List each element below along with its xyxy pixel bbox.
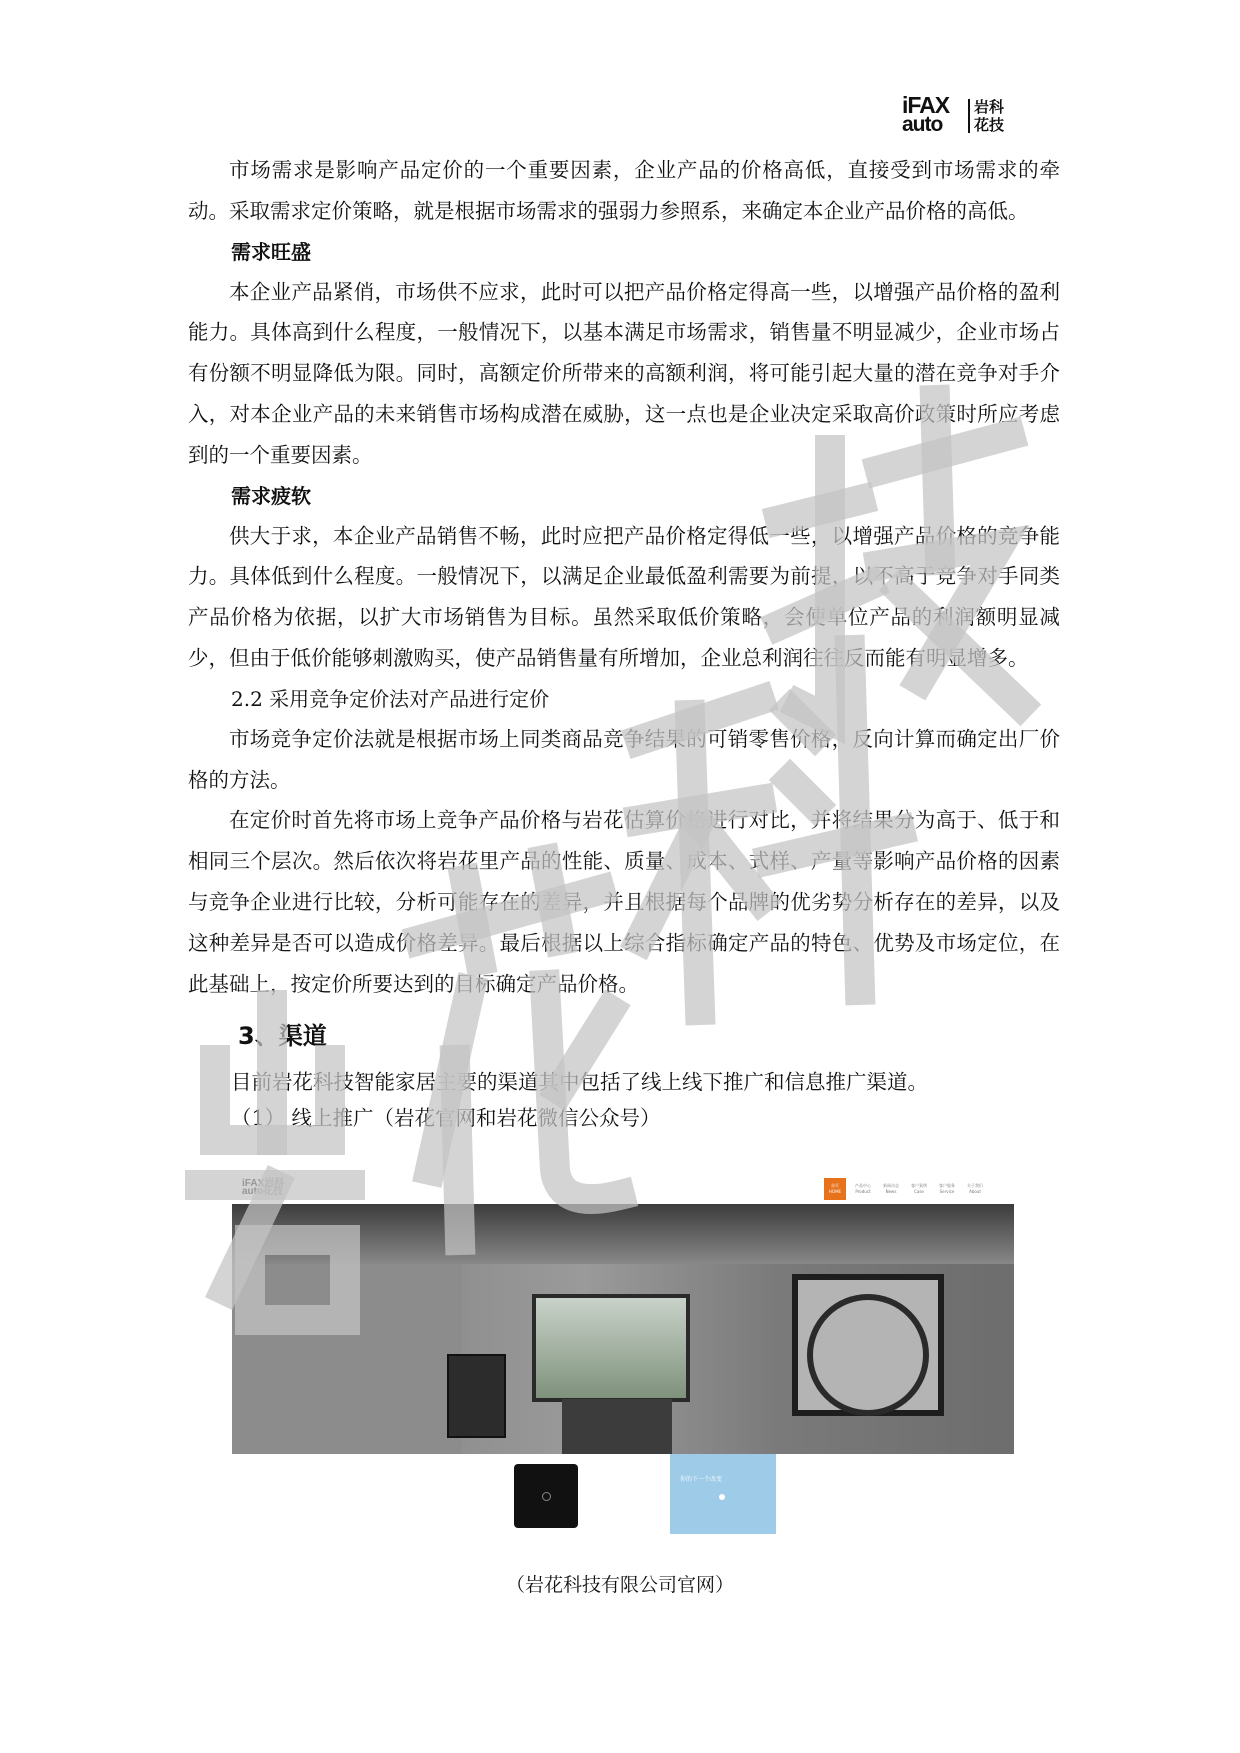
nav-item-news	[880, 1178, 902, 1200]
website-screenshot	[232, 1172, 1014, 1534]
paragraph-strong-demand: 本企业产品紧俏，市场供不应求，此时可以把产品价格定得高一些，以增强产品价格的盈利能力。具体高到什么程度，一般情况下，以基本满足市场需求，销售量不明显减少，企业市场占有份额不明显降低为限。同时，高额定价所带来的高额利润，将可能引起大量的潜在竞争对手介入，对本企业产品的未来销售市场构成潜在威胁，这一点也是企业决定采取高价政策时所应考虑到的一个重要因素。	[188, 279, 1060, 467]
promo-card-text: 你的下一个改变	[680, 1476, 723, 1483]
logo-divider	[968, 99, 970, 133]
product-cards	[232, 1454, 1014, 1534]
smart-switch-card	[514, 1464, 578, 1528]
promo-card	[670, 1454, 776, 1534]
nav-item-sub: Case	[914, 1189, 924, 1194]
nav-item-sub: About	[969, 1189, 981, 1194]
nav-item-service	[936, 1178, 958, 1200]
paragraph-weak-demand: 供大于求，本企业产品销售不畅，此时应把产品价格定得低一些，以增强产品价格的竞争能力。具体低到什么程度。一般情况下，以满足企业最低盈利需要为前提，以不高于竞争对手同类产品价格为依据，以扩大市场销售为目标。虽然采取低价策略，会使单位产品的利润额明显减少，但由于低价能够刺激购买，使产品销售量有所增加，企业总利润往往反而能有明显增多。	[188, 523, 1060, 670]
heading-strong-demand: 需求旺盛	[231, 239, 311, 264]
hero-kitchen-image	[232, 1204, 1014, 1454]
document-body	[188, 150, 1060, 1136]
nav-item-label: 产品中心	[855, 1183, 871, 1188]
nav-item-products	[852, 1178, 874, 1200]
logo-line1: iFAX	[902, 92, 950, 118]
logo-wordmark	[902, 92, 966, 136]
site-logo	[242, 1180, 284, 1196]
site-nav-bar	[232, 1172, 1014, 1204]
nav-item-sub: HOME	[828, 1189, 842, 1194]
section-heading-channels: 3、渠道	[238, 1022, 327, 1051]
list-item-online-promotion: （1） 线上推广（岩花官网和岩花微信公众号）	[231, 1106, 661, 1131]
heading-weak-demand: 需求疲软	[231, 483, 311, 508]
nav-item-label: 新闻动态	[883, 1183, 899, 1188]
nav-item-label: 首页	[831, 1183, 839, 1188]
nav-item-sub: News	[885, 1189, 897, 1194]
paragraph-competitive-pricing: 市场竞争定价法就是根据市场上同类商品竞争结果的可销零售价格，反向计算而确定出厂价格的方法。	[188, 726, 1060, 792]
hero-ceiling	[232, 1204, 1014, 1264]
paragraph-comparison: 在定价时首先将市场上竞争产品价格与岩花估算价格进行对比，并将结果分为高于、低于和相同三个层次。然后依次将岩花里产品的性能、质量、成本、式样、产量等影响产品价格的因素与竞争企业进行比较，分析可能存在的差异，并且根据每个品牌的优劣势分析存在的差异，以及这种差异是否可以造成价格差异。最后根据以上综合指标确定产品的特色、优势及市场定位，在此基础上，按定价所要达到的目标确定产品价格。	[188, 808, 1060, 996]
section-heading-2-2: 2.2 采用竞争定价法对产品进行定价	[231, 686, 550, 711]
paragraph-channels: 目前岩花科技智能家居主要的渠道其中包括了线上线下推广和信息推广渠道。	[231, 1070, 928, 1095]
hero-ring-decor	[807, 1294, 929, 1416]
promo-dot-icon	[719, 1494, 725, 1500]
hero-left-wall	[232, 1264, 462, 1454]
nav-item-about	[964, 1178, 986, 1200]
nav-item-label: 客户案例	[911, 1183, 927, 1188]
company-logo	[902, 92, 1010, 136]
hero-island	[562, 1399, 672, 1454]
nav-item-cases	[908, 1178, 930, 1200]
switch-button-icon	[542, 1492, 551, 1501]
figure-caption: （岩花科技有限公司官网）	[505, 1574, 734, 1596]
site-logo-line2: auto花技	[242, 1186, 284, 1197]
site-nav-items	[824, 1178, 986, 1200]
site-logo-line1: iFAX岩科	[242, 1178, 285, 1189]
hero-window	[532, 1294, 690, 1402]
logo-chinese: 岩科花技	[974, 98, 1005, 134]
hero-oven	[447, 1354, 506, 1438]
nav-item-label: 客户服务	[939, 1183, 955, 1188]
paragraph-demand-pricing: 市场需求是影响产品定价的一个重要因素，企业产品的价格高低，直接受到市场需求的牵动。采取需求定价策略，就是根据市场需求的强弱力参照系，来确定本企业产品价格的高低。	[188, 158, 1060, 223]
logo-line2: auto	[902, 113, 943, 136]
nav-item-label: 关于我们	[967, 1183, 983, 1188]
nav-item-sub: Product	[855, 1189, 871, 1194]
nav-item-sub: Service	[939, 1189, 955, 1194]
nav-item-home	[824, 1178, 846, 1200]
